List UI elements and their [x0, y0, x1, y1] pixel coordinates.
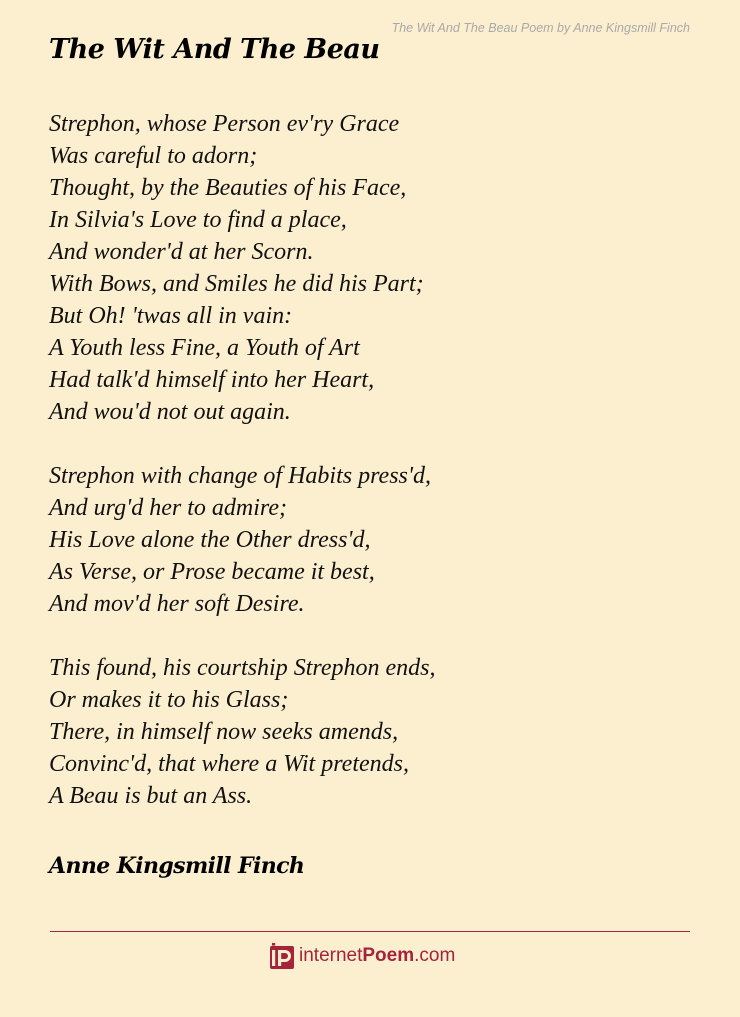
poem-line: And mov'd her soft Desire. — [49, 591, 305, 617]
poem-line: Thought, by the Beauties of his Face, — [49, 175, 407, 201]
poem-author: Anne Kingsmill Finch — [49, 853, 305, 879]
brand-prefix: internet — [299, 945, 363, 966]
poem-title: The Wit And The Beau — [49, 34, 380, 65]
poem-line: His Love alone the Other dress'd, — [49, 527, 371, 553]
poem-line: Had talk'd himself into her Heart, — [49, 367, 375, 393]
poem-line: And wou'd not out again. — [49, 399, 291, 425]
brand-suffix: .com — [414, 945, 456, 966]
footer-divider — [50, 931, 690, 932]
poem-line: Was careful to adorn; — [49, 143, 258, 169]
stanza-3 — [49, 652, 435, 812]
poem-line: Or makes it to his Glass; — [49, 687, 289, 713]
poem-line: But Oh! 'twas all in vain: — [49, 303, 293, 329]
footer-brand-link[interactable] — [270, 943, 455, 969]
header-credit: The Wit And The Beau Poem by Anne Kingsmill Finch — [391, 21, 690, 35]
poem-line: With Bows, and Smiles he did his Part; — [49, 271, 424, 297]
stanza-1 — [49, 108, 435, 428]
poem-line: And wonder'd at her Scorn. — [49, 239, 314, 265]
poem-line: A Youth less Fine, a Youth of Art — [49, 335, 360, 361]
poem-body — [49, 108, 435, 844]
poem-line: In Silvia's Love to find a place, — [49, 207, 347, 233]
poem-line: There, in himself now seeks amends, — [49, 719, 399, 745]
poem-line: Strephon with change of Habits press'd, — [49, 463, 432, 489]
poem-line: Strephon, whose Person ev'ry Grace — [49, 111, 400, 137]
internetpoem-logo-icon — [270, 943, 294, 969]
poem-line: This found, his courtship Strephon ends, — [49, 655, 436, 681]
poem-line: A Beau is but an Ass. — [49, 783, 253, 809]
poem-line: Convinc'd, that where a Wit pretends, — [49, 751, 409, 777]
poem-line: As Verse, or Prose became it best, — [49, 559, 375, 585]
poem-line: And urg'd her to admire; — [49, 495, 287, 521]
stanza-2 — [49, 460, 435, 620]
brand-strong: Poem — [362, 945, 415, 966]
footer-brand-text — [299, 945, 455, 967]
